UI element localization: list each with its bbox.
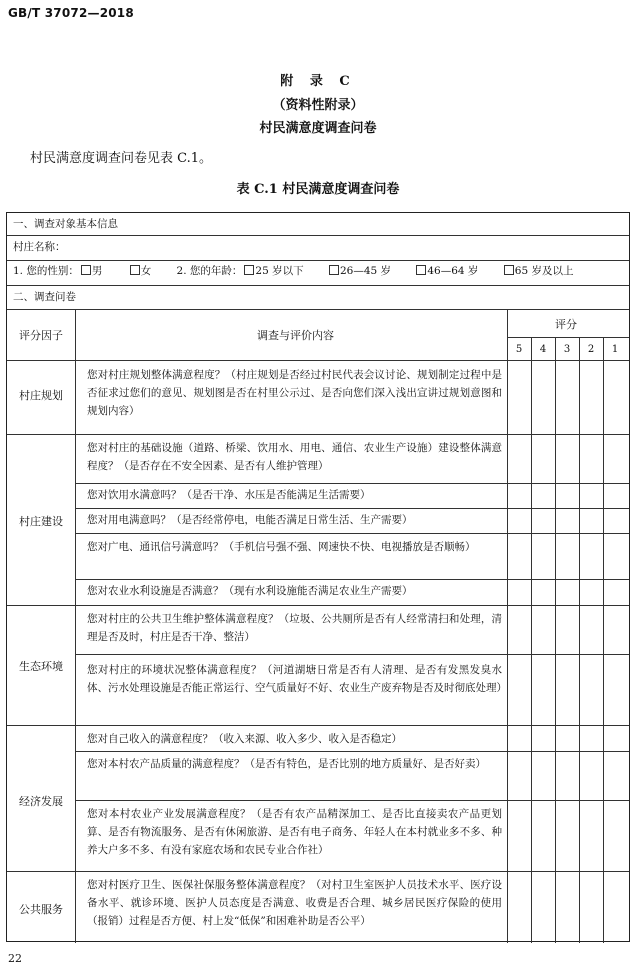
section-questionnaire: 二、调查问卷: [13, 291, 76, 303]
gender-age-row: [13, 263, 573, 280]
question-construction-1: 您对村庄的基础设施（道路、桥梁、饮用水、用电、通信、农业生产设施）建设整体满意程度？（是否存在不安全因素、是否有人维护管理）: [87, 442, 502, 472]
appendix-title: 附 录 C: [280, 74, 356, 89]
question-ecology-1: 您对村庄的公共卫生维护整体满意程度？（垃圾、公共厕所是否有人经常清扫和处理，清理是否及时，村庄是否干净、整洁）: [87, 613, 502, 643]
gender-male-checkbox[interactable]: [81, 265, 91, 275]
question-construction-5: 您对农业水利设施是否满意？（现有水利设施能否满足农业生产需要）: [87, 585, 413, 597]
age-46-64-label: 46—64 岁: [427, 265, 479, 277]
gender-female-checkbox[interactable]: [130, 265, 140, 275]
question-economy-2: 您对本村农产品质量的满意程度？（是否有特色，是否比别的地方质量好、是否好卖）: [87, 758, 486, 770]
section-basic-info: 一、调查对象基本信息: [13, 218, 118, 230]
age-65plus-label: 65 岁及以上: [514, 265, 574, 277]
factor-village-planning: 村庄规划: [19, 389, 63, 402]
standard-code: GB/T 37072—2018: [8, 6, 134, 20]
factor-ecological-environment: 生态环境: [19, 660, 63, 673]
question-construction-2: 您对饮用水满意吗？（是否干净、水压是否能满足生活需要）: [87, 489, 371, 501]
intro-paragraph: 村民满意度调查问卷见表 C.1。: [30, 151, 213, 166]
age-46-64-checkbox[interactable]: [416, 265, 426, 275]
question-construction-4: 您对广电、通讯信号满意吗？（手机信号强不强、网速快不快、电视播放是否顺畅）: [87, 541, 476, 553]
score-4-header: 4: [539, 344, 547, 355]
score-3-header: 3: [563, 344, 571, 355]
col-header-score: 评分: [555, 318, 577, 331]
score-1-header: 1: [611, 344, 619, 355]
score-2-header: 2: [587, 344, 595, 355]
survey-table: [6, 212, 630, 942]
appendix-subtitle: （资料性附录）: [272, 98, 364, 113]
factor-public-services: 公共服务: [19, 903, 63, 916]
factor-economic-development: 经济发展: [19, 795, 63, 808]
age-26-45-label: 26—45 岁: [339, 265, 392, 277]
col-header-factor: 评分因子: [19, 329, 63, 342]
question-economy-3: 您对本村农业产业发展满意程度？（是否有农产品精深加工、是否比直接卖农产品更划算、是否有物流服务、是否有休闲旅游、是否有电子商务、年轻人在本村就业多不多、种养大户多不多、有没有家庭农场和农民专业合作社）: [87, 808, 502, 856]
village-name-label: 村庄名称：: [13, 241, 66, 253]
question-ecology-2: 您对村庄的环境状况整体满意程度？（河道湖塘日常是否有人清理、是否有发黑发臭水体、污水处理设施是否能正常运行、空气质量好不好、农业生产废弃物是否及时彻底处理）: [87, 664, 507, 694]
gender-label: 1. 您的性别：: [13, 265, 79, 277]
gender-male-label: 男: [91, 265, 103, 277]
question-services-1: 您对村医疗卫生、医保社保服务整体满意程度？（对村卫生室医护人员技术水平、医疗设备水平、就诊环境、医护人员态度是否满意、收费是否合理、城乡居民医疗保险的使用（报销）过程是否方便、村上发“低保”和困难补助是否公平）: [87, 879, 502, 927]
score-5-header: 5: [515, 344, 523, 355]
gender-female-label: 女: [140, 265, 152, 277]
age-label: 2. 您的年龄：: [176, 265, 243, 277]
age-under25-label: 25 岁以下: [255, 265, 304, 277]
factor-village-construction: 村庄建设: [19, 515, 63, 528]
age-26-45-checkbox[interactable]: [329, 265, 339, 275]
table-caption: 表 C.1 村民满意度调查问卷: [236, 182, 400, 197]
appendix-name: 村民满意度调查问卷: [259, 121, 377, 136]
question-planning-1: 您对村庄规划整体满意程度？（村庄规划是否经过村民代表会议讨论、规划制定过程中是否征求过您们的意见、规划图是否在村里公示过、是否向您们深入浅出宣讲过规划意图和规划内容）: [87, 369, 502, 417]
col-header-content: 调查与评价内容: [257, 329, 334, 342]
question-economy-1: 您对自己收入的满意程度？（收入来源、收入多少、收入是否稳定）: [87, 733, 402, 745]
page-number: 22: [8, 952, 22, 965]
question-construction-3: 您对用电满意吗？（是否经常停电，电能否满足日常生活、生产需要）: [87, 514, 413, 526]
age-65plus-checkbox[interactable]: [504, 265, 514, 275]
age-under25-checkbox[interactable]: [244, 265, 254, 275]
